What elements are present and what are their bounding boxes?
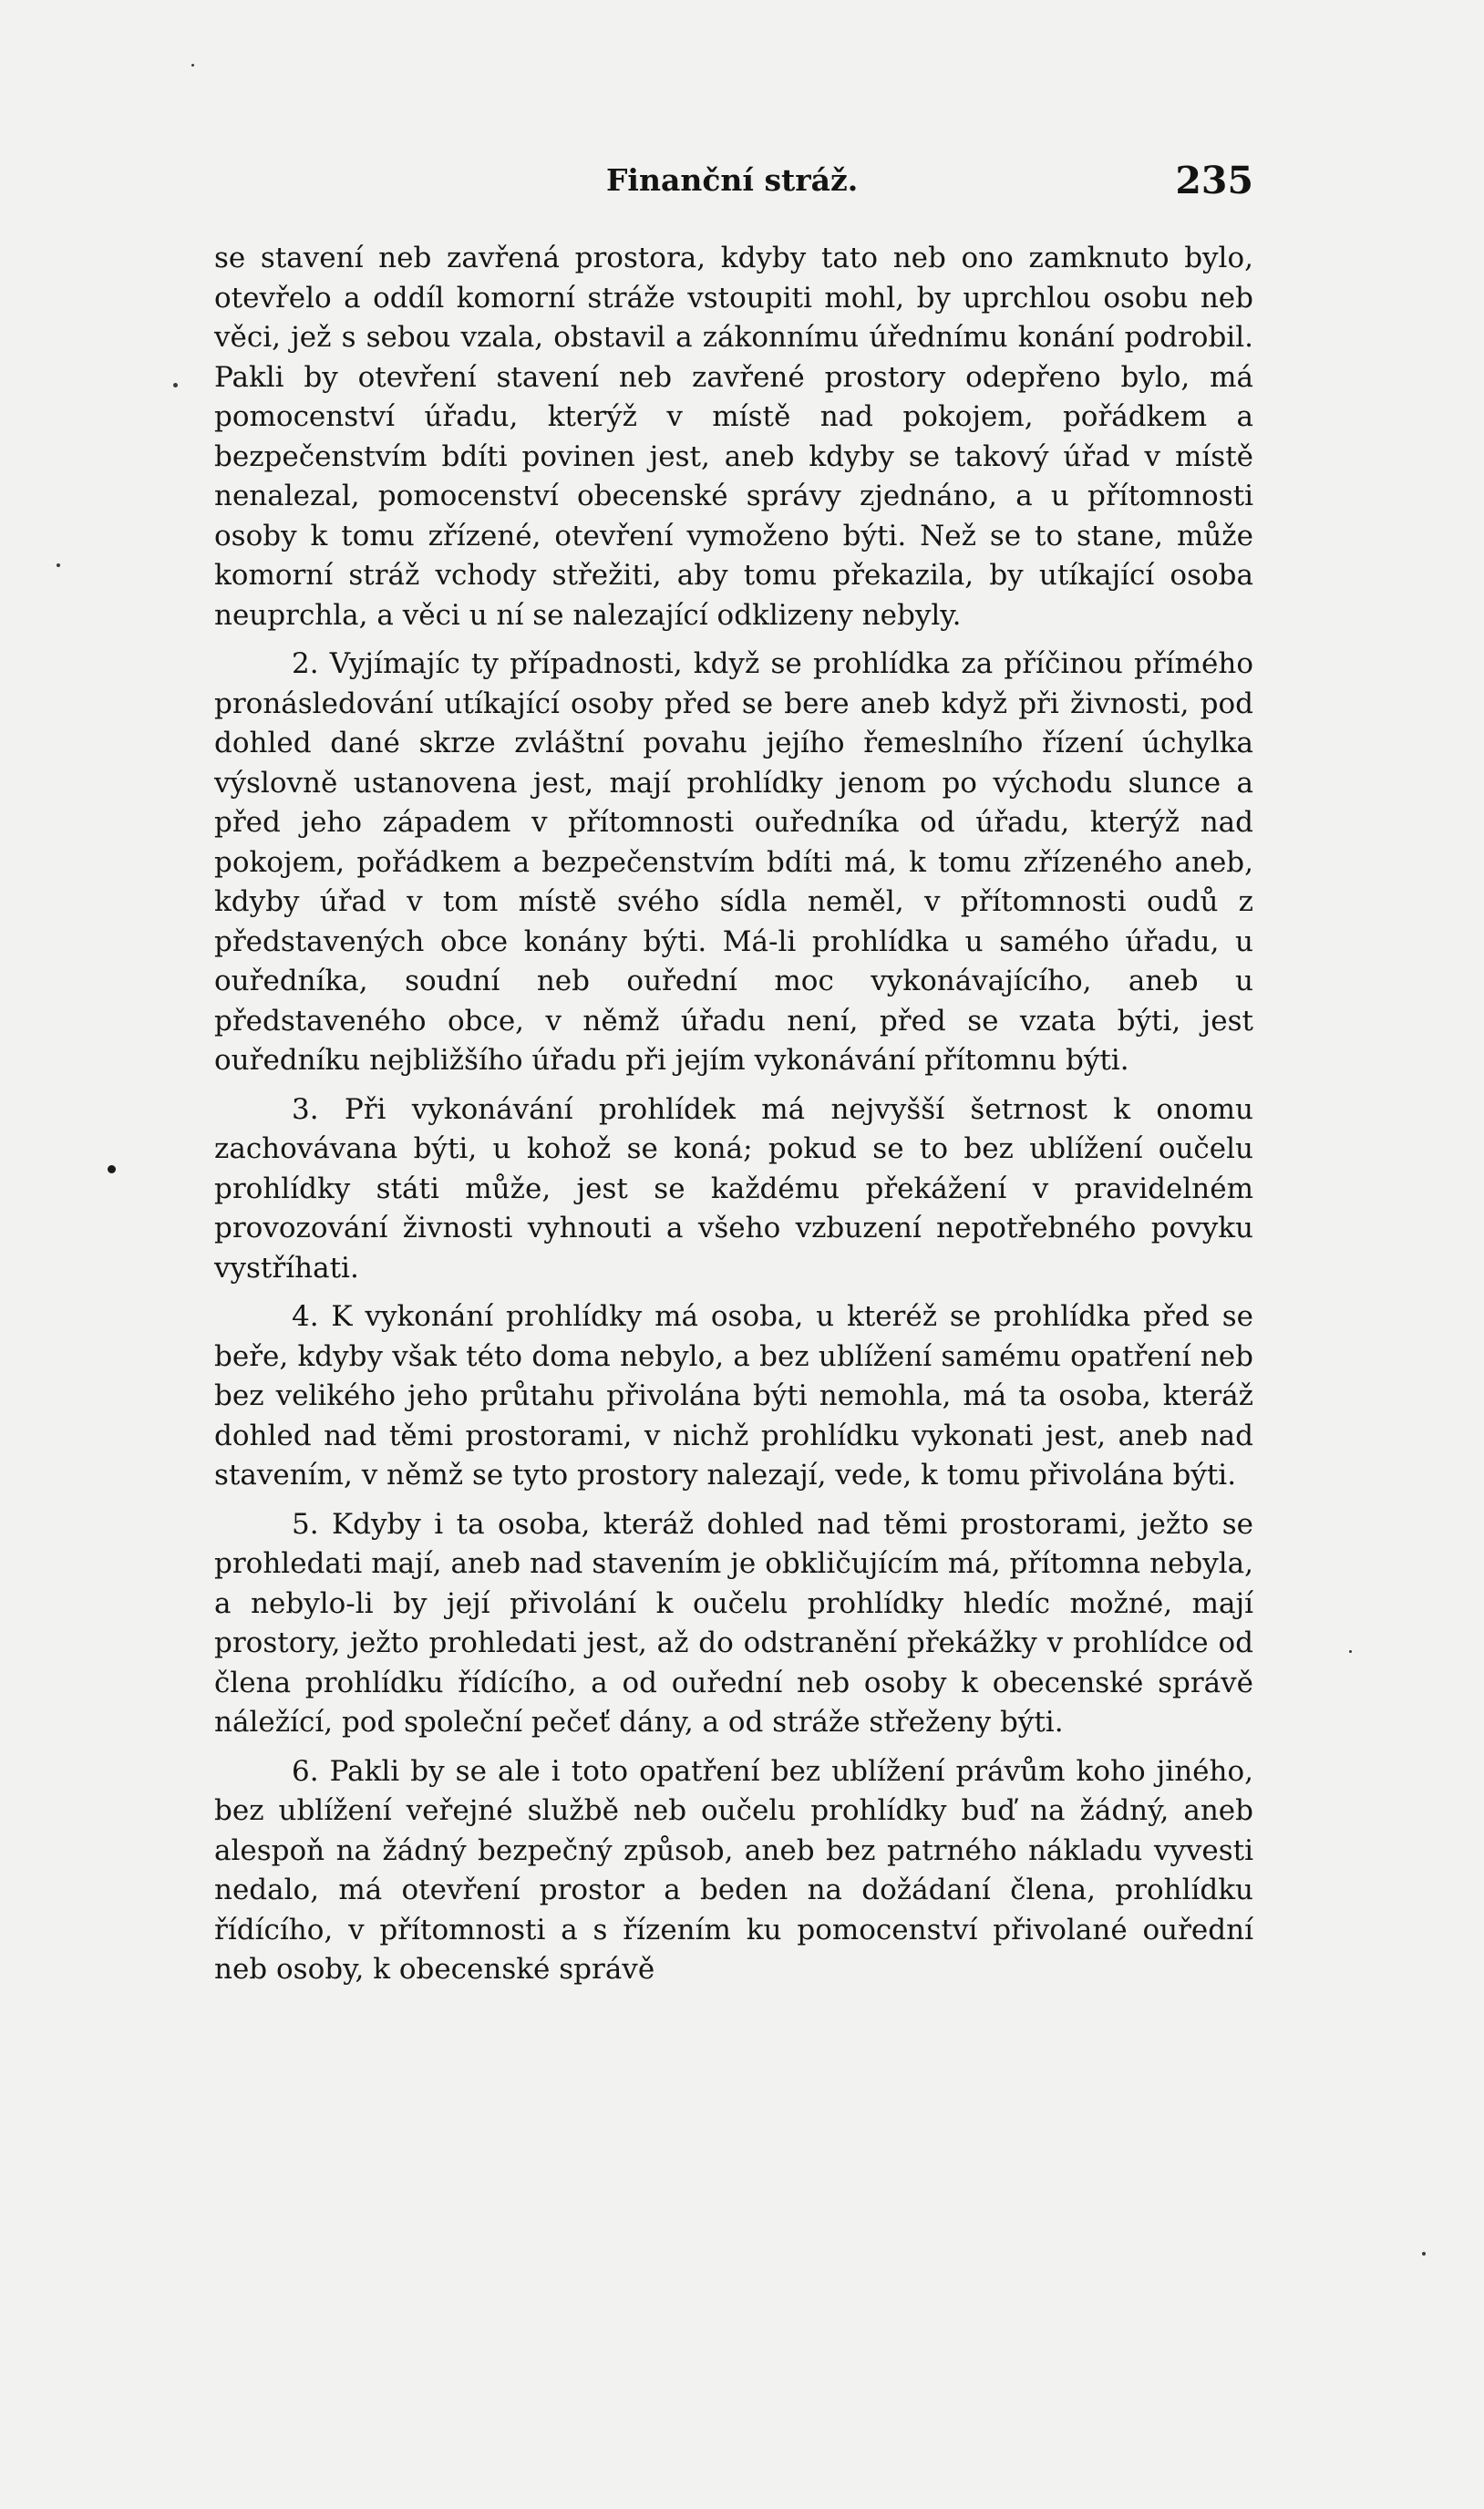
paragraph-3: 3. Při vykonávání prohlídek má nejvyšší šetrnost k onomu zachovávana býti, u kohož se koná; pokud se to bez ublížení oučelu prohlídky státi může, jest se každému překážení v pravidelném provozování živnosti vyhnouti a všeho vzbuzení nepotřebného povyku vystříhati. [214, 1092, 1253, 1285]
body-text [214, 239, 1253, 1999]
paragraph-5: 5. Kdyby i ta osoba, kteráž dohled nad těmi prostorami, ježto se prohledati mají, aneb nad stavením je obkličujícím má, přítomna nebyla, a nebylo-li by její přivolání k oučelu prohlídky hledíc možné, mají prostory, ježto prohledati jest, až do odstranění překážky v prohlídce od člena prohlídku řídícího, a od ouřední neb osoby k obecenské správě náležící, pod společní pečeť dány, a od stráže střeženy býti. [214, 1507, 1253, 1739]
print-speck [191, 64, 194, 67]
running-title: Finanční stráž. [606, 162, 859, 198]
page-number: 235 [1175, 159, 1253, 202]
print-speck [57, 563, 60, 567]
print-speck [108, 1165, 116, 1173]
print-speck [1422, 2252, 1426, 2256]
print-speck [1349, 1650, 1352, 1653]
paragraph-continuation: se stavení neb zavřená prostora, kdyby tato neb ono zamknuto bylo, otevřelo a oddíl komorní stráže vstoupiti mohl, by uprchlou osobu neb věci, jež s sebou vzala, obstavil a zákonnímu úřednímu konání podrobil. Pakli by otevření stavení neb zavřené prostory odepřeno bylo, má pomocenství úřadu, kterýž v místě nad pokojem, pořádkem a bezpečenstvím bdíti povinen jest, aneb kdyby se takový úřad v místě nenalezal, pomocenství obecenské správy zjednáno, a u přítomnosti osoby k tomu zřízené, otevření vymoženo býti. Než se to stane, může komorní stráž vchody střežiti, aby tomu překazila, by utíkající osoba neuprchla, a věci u ní se nalezající odklizeny nebyly. [214, 242, 1253, 632]
page-header [214, 159, 1253, 217]
print-speck [173, 383, 178, 387]
paragraph-2: 2. Vyjímajíc ty případnosti, když se prohlídka za příčinou přímého pronásledování utíkající osoby před se bere aneb když při živnosti, pod dohled dané skrze zvláštní povahu jejího řemeslního řízení úchylka výslovně ustanovena jest, mají prohlídky jenom po východu slunce a před jeho západem v přítomnosti ouředníka od úřadu, kterýž nad pokojem, pořádkem a bezpečenstvím bdíti má, k tomu zřízeného aneb, kdyby úřad v tom místě svého sídla neměl, v přítomnosti oudů z představených obce konány býti. Má-li prohlídka u samého úřadu, u ouředníka, soudní neb ouřední moc vykonávajícího, aneb u představeného obce, v němž úřadu není, před se vzata býti, jest ouředníku nejbližšího úřadu při jejím vykonávání přítomnu býti. [214, 647, 1253, 1077]
paragraph-4: 4. K vykonání prohlídky má osoba, u kteréž se prohlídka před se beře, kdyby však této doma nebylo, a bez ublížení samému opatření neb bez velikého jeho průtahu přivolána býti nemohla, má ta osoba, kteráž dohled nad těmi prostorami, v nichž prohlídku vykonati jest, aneb nad stavením, v němž se tyto prostory nalezají, vede, k tomu přivolána býti. [214, 1300, 1253, 1492]
paragraph-6: 6. Pakli by se ale i toto opatření bez ublížení právům koho jiného, bez ublížení veřejné službě neb oučelu prohlídky buď na žádný, aneb alespoň na žádný bezpečný způsob, aneb bez patrného nákladu vyvesti nedalo, má otevření prostor a beden na dožádaní člena, prohlídku řídícího, v přítomnosti a s řízením ku pomocenství přivolané ouřední neb osoby, k obecenské správě [214, 1754, 1253, 1986]
